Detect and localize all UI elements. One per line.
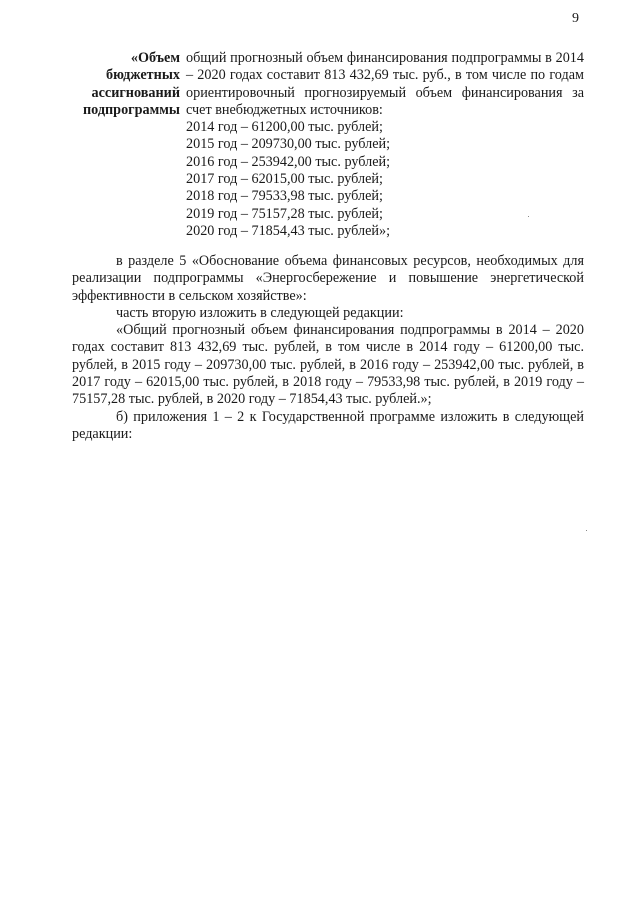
page-number: 9	[572, 11, 579, 26]
section-intro-paragraph: в разделе 5 «Обоснование объема финансовых ресурсов, необходимых для реализации подпрограммы «Энергосбережение и повышение энергетической эффективности в сельском хозяйстве»:	[72, 253, 584, 304]
quote-paragraph: «Общий прогнозный объем финансирования подпрограммы в 2014 – 2020 годах составит 813 432,69 тыс. рублей, в том числе в 2014 году – 61200,00 тыс. рублей, в 2015 году – 209730,00 тыс. рублей, в 2016 году – 253942,00 тыс. рублей, в 2017 году – 62015,00 тыс. рублей, в 2018 году – 79533,98 тыс. рублей, в 2019 году – 75157,28 тыс. рублей, в 2020 году – 71854,43 тыс. рублей.»;	[72, 322, 584, 408]
passport-label	[72, 50, 180, 119]
passport-content	[186, 50, 584, 240]
label-line: подпрограммы	[82, 101, 180, 118]
label-line: бюджетных	[105, 67, 180, 84]
part-two-paragraph: часть вторую изложить в следующей редакции:	[116, 304, 404, 321]
year-line-2019: 2019 год – 75157,28 тыс. рублей;	[186, 205, 383, 222]
year-line-2015: 2015 год – 209730,00 тыс. рублей;	[186, 136, 391, 153]
label-line: «Объем	[130, 50, 180, 66]
year-line-2017: 2017 год – 62015,00 тыс. рублей;	[186, 171, 383, 188]
scan-speck	[528, 216, 529, 217]
year-line-2020: 2020 год – 71854,43 тыс. рублей»;	[186, 222, 391, 239]
year-line-2018: 2018 год – 79533,98 тыс. рублей;	[186, 188, 383, 205]
passport-description: общий прогнозный объем финансирования подпрограммы в 2014 – 2020 годах составит 813 432,69 тыс. руб., в том числе по годам ориентировочный прогнозируемый объем финансирования за счет внебюджетных источников:	[186, 50, 584, 118]
label-line: ассигнований	[91, 84, 180, 101]
year-line-2014: 2014 год – 61200,00 тыс. рублей;	[186, 119, 383, 136]
item-b-paragraph: б) приложения 1 – 2 к Государственной программе изложить в следующей редакции:	[72, 408, 584, 442]
year-line-2016: 2016 год – 253942,00 тыс. рублей;	[186, 153, 391, 170]
body-text	[72, 253, 584, 443]
scan-speck	[586, 530, 587, 531]
